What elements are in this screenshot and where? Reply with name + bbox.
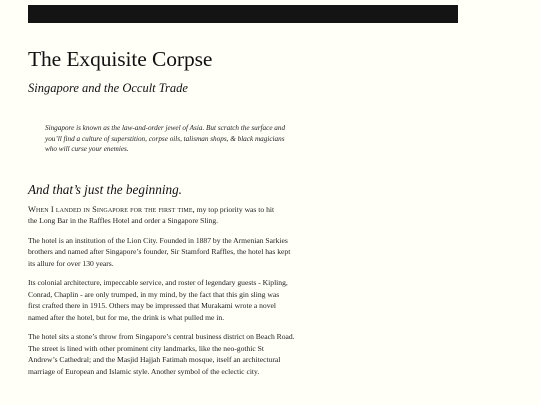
lead-in: When I landed in Singapore for the first time, xyxy=(28,204,195,214)
paragraph-line xyxy=(28,204,343,216)
paragraph-line: Conrad, Chaplin - are only trumped, in my mind, by the fact that this gin sling was xyxy=(28,289,280,299)
article-title: The Exquisite Corpse xyxy=(28,47,213,71)
top-bar xyxy=(28,5,458,23)
paragraph-2 xyxy=(28,235,343,270)
article-subtitle: Singapore and the Occult Trade xyxy=(28,81,188,95)
paragraph-line: marriage of European and Islamic style. Another symbol of the eclectic city. xyxy=(28,366,260,376)
paragraph-line: first crafted there in 1915. Others may be impressed that Murakami wrote a novel xyxy=(28,301,276,310)
epigraph-line: who will curse your enemies. xyxy=(45,145,129,153)
section-heading: And that’s just the beginning. xyxy=(28,181,182,197)
paragraph-line: brothers and named after Singapore’s founder, Sir Stamford Raffles, the hotel has kept xyxy=(28,247,291,256)
paragraph-line: Andrew’s Cathedral; and the Masjid Hajjah Fatimah mosque, itself an architectural xyxy=(28,355,281,364)
paragraph-line: the Long Bar in the Raffles Hotel and order a Singapore Sling. xyxy=(28,216,219,225)
paragraph-1 xyxy=(28,204,343,227)
paragraph-text: my top priority was to hit xyxy=(194,204,275,214)
paragraph-4 xyxy=(28,331,343,377)
paragraph-3 xyxy=(28,277,343,323)
article xyxy=(28,46,343,377)
paragraph-line: The street is lined with other prominent city landmarks, like the neo-gothic St xyxy=(28,343,264,353)
epigraph-line: you’ll find a culture of superstition, corpse oils, talisman shops, & black magicians xyxy=(45,134,285,143)
paragraph-line: The hotel is an institution of the Lion City. Founded in 1887 by the Armenian Sarkies xyxy=(28,235,288,245)
paragraph-line: named after the hotel, but for me, the drink is what pulled me in. xyxy=(28,312,225,322)
epigraph-line: Singapore is known as the law-and-order jewel of Asia. But scratch the surface and xyxy=(45,124,286,132)
paragraph-line: Its colonial architecture, impeccable service, and roster of legendary guests - Kipling, xyxy=(28,278,288,287)
paragraph-line: The hotel sits a stone’s throw from Singapore’s central business district on Beach Road. xyxy=(28,332,295,341)
paragraph-line: its allure for over 130 years. xyxy=(28,258,114,268)
epigraph xyxy=(45,123,325,155)
